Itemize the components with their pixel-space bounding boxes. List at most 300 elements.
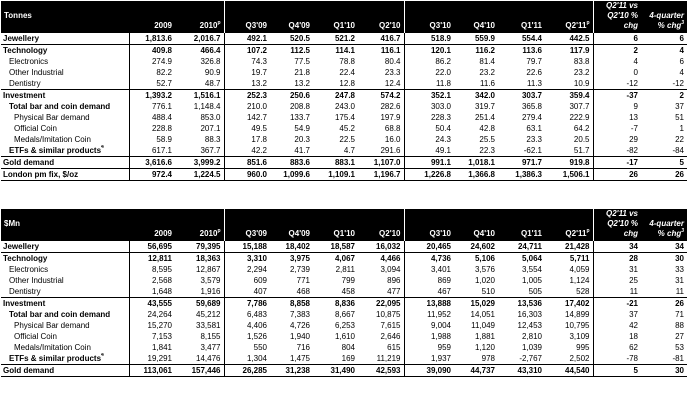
row-label: Physical Bar demand [14,321,90,330]
cell-value: 14,476 [196,354,221,363]
unit-label: $Mn [1,209,129,241]
chg-yoy: -12 [593,78,641,90]
cell-value: 250.6 [270,90,313,102]
row-label: Investment [1,298,129,310]
cell-value: 43,555 [129,298,175,310]
chg-4q: 26 [641,298,687,310]
cell-value: 16,303 [517,310,542,319]
cell-value: 52.7 [129,78,175,90]
chg-yoy: 9 [593,101,641,112]
table-row [1,275,687,286]
cell-value: 291.6 [380,146,401,155]
cell-value: 1,386.3 [498,169,545,181]
col-header: Q2'11$^p$ [545,209,593,241]
chg-4q: 30 [641,365,687,377]
cell-value: 1,526 [224,331,270,342]
cell-value: 352.1 [404,90,454,102]
cell-value: 1,224.5 [175,169,224,181]
row-label: Dentistry [9,79,41,88]
cell-value: 11,952 [404,309,454,320]
cell-value: 50.4 [404,123,454,134]
chg-4q: -84 [672,146,684,155]
cell-value: 776.1 [129,101,175,112]
row-label: Total bar and coin demand [9,102,111,111]
row-label: Other Industrial [9,276,64,285]
cell-value: 716 [296,343,310,352]
cell-value: 20.3 [294,135,310,144]
cell-value: 407 [224,286,270,298]
chg-4q: 6 [679,34,684,43]
header-row [1,1,687,33]
chg-4q: 27 [675,332,684,341]
cell-value: 1,937 [404,353,454,365]
cell-value: 12.8 [339,79,355,88]
table-row [1,253,687,265]
cell-value: 25.5 [479,135,495,144]
chg-4q: 4 [641,45,687,57]
cell-value: 1,610 [334,332,355,341]
cell-value: 31,490 [313,365,358,377]
col-header: 2009 [129,1,175,33]
cell-value: 1,841 [129,342,175,353]
cell-value: 42.8 [479,124,495,133]
cell-value: 208.8 [289,102,310,111]
chg-yoy: -7 [593,123,641,134]
cell-value: 4,726 [289,321,310,330]
cell-value: 79.7 [526,57,542,66]
cell-value: 18,587 [330,242,355,251]
chg-yoy: 62 [593,342,641,353]
cell-value: 1,648 [129,286,175,298]
cell-value: 54.9 [294,124,310,133]
chg-4q: 88 [675,321,684,330]
cell-value: 617.1 [129,145,175,157]
cell-value: 303.0 [404,101,454,112]
cell-value: 5,064 [498,253,545,265]
cell-value: 31,238 [270,365,313,377]
chg-4q: 53 [675,343,684,352]
cell-value: 86.2 [404,56,454,67]
cell-value: 3,477 [200,343,221,352]
cell-value: 157,446 [175,365,224,377]
cell-value: 615 [387,343,401,352]
cell-value: 22.3 [479,146,495,155]
table-row [1,101,687,112]
cell-value: 3,576 [474,265,495,274]
chg-4q: 2 [641,90,687,102]
chg-yoy: -37 [593,90,641,102]
cell-value: 1,196.7 [358,169,404,181]
cell-value: 41.7 [294,146,310,155]
cell-value: 14,899 [565,310,590,319]
cell-value: 24.3 [404,134,454,145]
chg-4q: 31 [675,276,684,285]
cell-value: 24,602 [470,242,495,251]
cell-value: 282.6 [380,102,401,111]
cell-value: 11.3 [527,79,542,88]
cell-value: 959 [404,342,454,353]
col-header: Q4'09 [270,209,313,241]
row-label: ETFs & similar products$^4$ [9,353,104,363]
table-row [1,145,687,157]
cell-value: 7,153 [129,331,175,342]
cell-value: 90.9 [204,68,221,77]
cell-value: 307.7 [569,102,590,111]
cell-value: 9,004 [404,320,454,331]
cell-value: 22.5 [339,135,355,144]
cell-value: 169 [341,354,355,363]
cell-value: 488.4 [129,112,175,123]
cell-value: 8,667 [334,310,355,319]
row-label: Other Industrial [9,68,64,77]
cell-value: 22.4 [339,68,355,77]
table-row [1,286,687,298]
cell-value: 45,212 [196,310,221,319]
chg-4q: -81 [672,354,684,363]
row-label: Investment [1,90,129,102]
chg-4q: 51 [675,113,684,122]
cell-value: 1,881 [474,332,495,341]
cell-value: 883.6 [270,157,313,169]
chg-header-2: 4-quarter % chg$^3$ [641,1,687,33]
cell-value: 77.5 [294,57,310,66]
chg-yoy: 13 [593,112,641,123]
cell-value: 319.7 [474,102,495,111]
cell-value: 505 [528,287,542,296]
cell-value: 303.7 [498,90,545,102]
cell-value: 19,291 [129,353,175,365]
cell-value: 550 [224,342,270,353]
cell-value: 359.4 [545,90,593,102]
chg-4q: -12 [672,79,684,88]
cell-value: -2,767 [519,354,542,363]
cell-value: 559.9 [474,34,495,43]
cell-value: 112.5 [270,45,313,57]
row-label: Official Coin [14,332,57,341]
cell-value: 3,975 [270,253,313,265]
cell-value: 113,061 [129,365,175,377]
cell-value: 771 [296,276,310,285]
table-row [1,123,687,134]
cell-value: 210.0 [224,101,270,112]
cell-value: 20.5 [573,135,590,144]
chg-yoy: 11 [593,286,641,298]
cell-value: 18,363 [175,253,224,265]
table-row [1,78,687,90]
chg-4q: 5 [641,157,687,169]
cell-value: 63.1 [526,124,542,133]
cell-value: 252.3 [224,90,270,102]
cell-value: 23.2 [573,68,590,77]
col-header: Q1'11 [498,209,545,241]
cell-value: 853.0 [200,113,221,122]
cell-value: 3,999.2 [175,157,224,169]
table-row [1,342,687,353]
cell-value: 116.1 [358,45,404,57]
chg-yoy: 0 [593,67,641,78]
cell-value: 64.2 [573,124,590,133]
chg-yoy: -82 [593,145,641,157]
col-header: Q3'10 [404,1,454,33]
cell-value: 7,383 [289,310,310,319]
cell-value: 116.2 [454,45,498,57]
cell-value: 5,106 [454,253,498,265]
cell-value: 1,124 [569,276,590,285]
col-header: Q3'09 [224,1,270,33]
cell-value: 83.8 [573,57,590,66]
cell-value: 919.8 [545,157,593,169]
row-label: Medals/Imitation Coin [14,343,91,352]
cell-value: 520.5 [289,34,310,43]
col-header: Q1'10 [313,209,358,241]
chg-yoy: 18 [593,331,641,342]
cell-value: 120.1 [404,45,454,57]
cell-value: 1,988 [404,331,454,342]
header-row [1,209,687,241]
table-row [1,67,687,78]
row-label: Official Coin [14,124,57,133]
cell-value: 21.8 [294,68,310,77]
cell-value: 13.2 [294,79,310,88]
cell-value: 609 [224,275,270,286]
cell-value: 477 [387,287,401,296]
cell-value: 8,155 [200,332,221,341]
cell-value: 12.4 [384,79,401,88]
cell-value: 466.4 [175,45,224,57]
table-row [1,112,687,123]
cell-value: 518.9 [404,33,454,45]
cell-value: 2,016.7 [193,34,221,43]
cell-value: 17,402 [545,298,593,310]
cell-value: 279.4 [521,113,542,122]
table-row [1,298,687,310]
cell-value: 2,294 [224,264,270,275]
chg-yoy: 6 [593,33,641,45]
cell-value: 7,615 [380,321,401,330]
chg-yoy: 34 [593,241,641,253]
chg-yoy: 5 [593,365,641,377]
cell-value: 7,786 [224,298,270,310]
cell-value: 16,032 [376,242,401,251]
col-header: 2009 [129,209,175,241]
cell-value: 48.7 [204,79,221,88]
cell-value: 8,858 [270,298,313,310]
cell-value: 24,711 [517,242,542,251]
chg-4q: 1 [679,124,684,133]
chg-yoy: 2 [593,45,641,57]
cell-value: 367.7 [200,146,221,155]
table-row [1,365,687,377]
cell-value: 554.4 [521,34,542,43]
cell-value: 19.7 [224,67,270,78]
cell-value: 1,039 [521,343,542,352]
row-label: Medals/Imitation Coin [14,135,91,144]
chg-yoy: -21 [593,298,641,310]
cell-value: 1,813.6 [129,33,175,45]
cell-value: 74.3 [224,56,270,67]
cell-value: 1,940 [289,332,310,341]
chg-4q: 33 [675,265,684,274]
cell-value: 251.4 [474,113,495,122]
row-label: Dentistry [9,287,41,296]
cell-value: 1,107.0 [358,157,404,169]
cell-value: 3,310 [224,253,270,265]
cell-value: 243.0 [334,102,355,111]
cell-value: 49.5 [224,123,270,134]
row-label: Technology [1,45,129,57]
cell-value: 33,581 [196,321,221,330]
cell-value: 1,109.1 [313,169,358,181]
tonnes-body [1,33,687,181]
cell-value: 492.1 [224,33,270,45]
cell-value: 8,836 [313,298,358,310]
cell-value: 521.2 [334,34,355,43]
chg-4q: 11 [675,287,684,296]
cell-value: 342.0 [454,90,498,102]
cell-value: 42,593 [358,365,404,377]
row-label: Technology [1,253,129,265]
cell-value: 22.6 [526,68,542,77]
cell-value: 12,453 [517,321,542,330]
table-row [1,320,687,331]
cell-value: 80.4 [384,57,401,66]
table-row [1,45,687,57]
cell-value: 81.4 [479,57,495,66]
cell-value: 15,270 [129,320,175,331]
cell-value: 468 [296,287,310,296]
cell-value: 107.2 [224,45,270,57]
cell-value: 12,867 [196,265,221,274]
cell-value: 409.8 [129,45,175,57]
chg-header-1: Q2'11 vs Q2'10 % chg [593,1,641,33]
cell-value: 51.7 [573,146,590,155]
table-row [1,309,687,320]
cell-value: 114.1 [313,45,358,57]
row-label: Electronics [9,265,49,274]
cell-value: 869 [404,275,454,286]
cell-value: 4,466 [358,253,404,265]
cell-value: 44,540 [545,365,593,377]
cell-value: 82.2 [129,67,175,78]
cell-value: 4,736 [404,253,454,265]
cell-value: 43,310 [498,365,545,377]
chg-yoy: 26 [593,169,641,181]
cell-value: 2,502 [569,354,590,363]
cell-value: 799 [341,276,355,285]
chg-4q: 4 [679,68,684,77]
row-label: Total bar and coin demand [9,310,111,319]
cell-value: 510 [481,287,495,296]
cell-value: 13.2 [224,78,270,90]
cell-value: 175.4 [334,113,355,122]
table-row [1,56,687,67]
cell-value: 2,811 [335,265,355,274]
cell-value: 416.7 [380,34,401,43]
row-label: Jewellery [3,242,40,251]
chg-yoy: -78 [593,353,641,365]
cell-value: 26,285 [224,365,270,377]
cell-value: 467 [404,286,454,298]
cell-value: 6,253 [334,321,355,330]
cell-value: 1,516.1 [175,90,224,102]
cell-value: 3,094 [380,265,401,274]
col-header: Q1'10 [313,1,358,33]
col-header: 2010$^p$ [175,1,224,33]
cell-value: 78.8 [339,57,355,66]
cell-value: 971.7 [498,157,545,169]
chg-4q: 26 [641,169,687,181]
cell-value: 991.1 [404,157,454,169]
table-row [1,264,687,275]
cell-value: 4,406 [224,320,270,331]
cell-value: 113.6 [498,45,545,57]
col-header: Q1'11 [498,1,545,33]
chg-yoy: 4 [593,56,641,67]
col-header: Q2'10 [358,209,404,241]
cell-value: 574.2 [358,90,404,102]
cell-value: 365.8 [521,102,542,111]
cell-value: 222.9 [569,113,590,122]
row-label: Physical Bar demand [14,113,90,122]
cell-value: 39,090 [404,365,454,377]
chg-header-2: 4-quarter % chg$^3$ [641,209,687,241]
cell-value: 883.1 [313,157,358,169]
col-header: Q2'11$^p$ [545,1,593,33]
cell-value: 11.8 [404,78,454,90]
chg-yoy: 42 [593,320,641,331]
cell-value: 228.3 [404,112,454,123]
cell-value: 851.6 [224,157,270,169]
cell-value: 442.5 [569,34,590,43]
table-row [1,331,687,342]
cell-value: 978 [481,354,495,363]
cell-value: 10,875 [376,310,401,319]
cell-value: 458 [341,287,355,296]
chg-yoy: 28 [593,253,641,265]
cell-value: 1,304 [224,353,270,365]
col-header: 2010$^p$ [175,209,224,241]
cell-value: 58.9 [129,134,175,145]
cell-value: 1,366.8 [454,169,498,181]
cell-value: 22,095 [358,298,404,310]
cell-value: 1,005 [521,276,542,285]
col-header: Q4'10 [454,209,498,241]
usd-table [1,209,687,377]
cell-value: 3,109 [569,332,590,341]
cell-value: 1,506.1 [545,169,593,181]
cell-value: 11,049 [471,321,495,330]
cell-value: 13,888 [404,298,454,310]
cell-value: 1,916 [200,287,221,296]
cell-value: 12,811 [129,253,175,265]
cell-value: 3,579 [200,276,221,285]
col-header: Q2'10 [358,1,404,33]
cell-value: 2,646 [380,332,401,341]
table-row [1,353,687,365]
cell-value: 59,689 [175,298,224,310]
chg-yoy: -17 [593,157,641,169]
cell-value: 117.9 [545,45,593,57]
cell-value: 274.9 [129,56,175,67]
cell-value: 68.8 [384,124,401,133]
cell-value: 4,059 [569,265,590,274]
cell-value: 49.1 [404,145,454,157]
cell-value: 3,616.6 [129,157,175,169]
cell-value: 1,020 [474,276,495,285]
cell-value: 3,401 [404,264,454,275]
cell-value: 44,737 [454,365,498,377]
cell-value: 23.2 [479,68,495,77]
